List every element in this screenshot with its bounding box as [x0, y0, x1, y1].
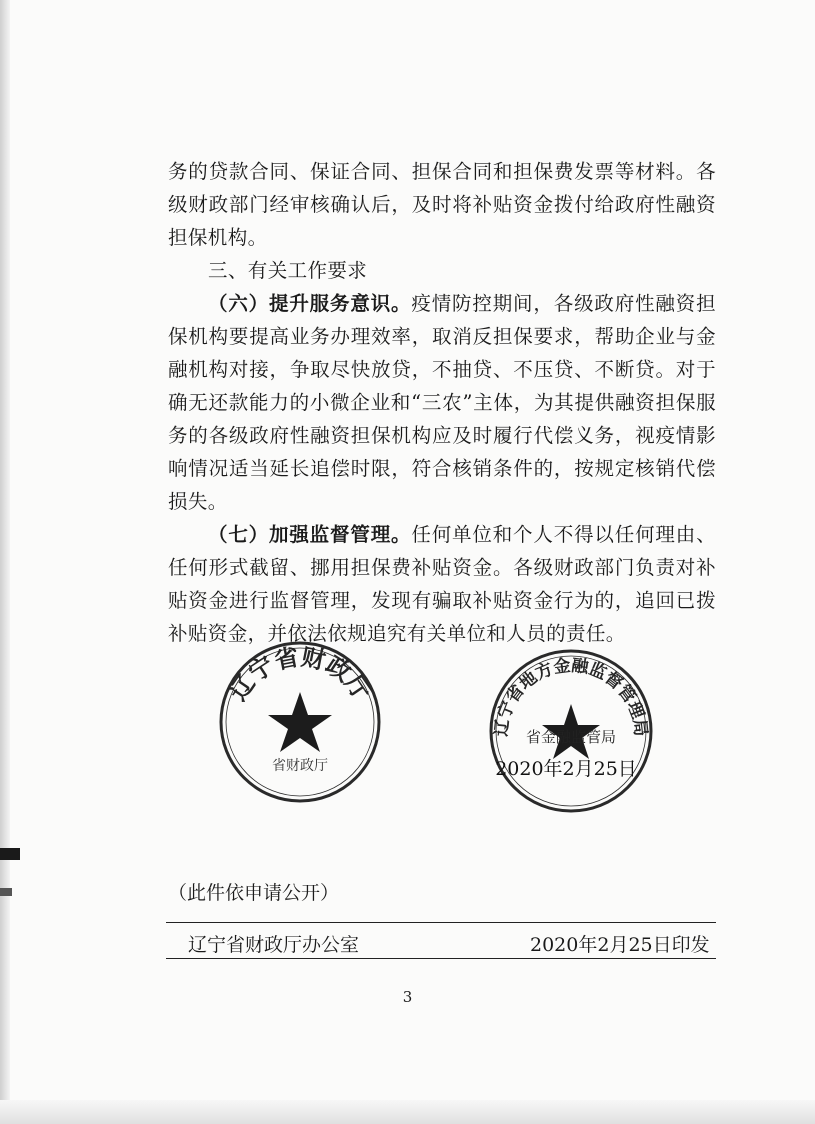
scan-edge-bottom [0, 1100, 815, 1124]
body-text [168, 155, 716, 650]
public-release-note: （此件依申请公开） [168, 882, 340, 904]
paragraph-continuation: 务的贷款合同、保证合同、担保合同和担保费发票等材料。各级财政部门经审核确认后，及时将补贴资金拨付给政府性融资担保机构。 [168, 160, 716, 249]
paragraph-body: 任何单位和个人不得以任何理由、任何形式截留、挪用担保费补贴资金。各级财政部门负责对补贴资金进行监督管理，发现有骗取补贴资金行为的，追回已拨补贴资金，并依法依规追究有关单位和人员的责任。 [168, 523, 716, 645]
paragraph-supervision [168, 518, 716, 650]
seal-center-text: 省财政厅 [272, 758, 328, 774]
paragraph-heading: （六）提升服务意识。 [208, 292, 412, 315]
issue-date: 2020年2月25日印发 [530, 934, 710, 956]
seal-ring-text: 辽宁省地方金融监督管理局 [491, 655, 651, 738]
scan-mark [0, 888, 12, 896]
scan-mark [0, 848, 20, 860]
scan-edge-left [0, 0, 10, 1124]
seal-ring-text: 辽宁省财政厅 [223, 641, 377, 706]
divider-top [166, 922, 716, 923]
signature-date: 2020年2月25日 [495, 758, 637, 780]
section-title: 三、有关工作要求 [208, 259, 368, 282]
page-number: 3 [402, 988, 413, 1006]
issuer-office: 辽宁省财政厅办公室 [188, 934, 360, 956]
seal-star-icon [268, 692, 332, 752]
paragraph-heading: （七）加强监督管理。 [208, 523, 412, 546]
divider-bottom [166, 958, 716, 959]
seal-center-text: 省金融监管局 [525, 728, 617, 746]
paragraph-body: 疫情防控期间，各级政府性融资担保机构要提高业务办理效率，取消反担保要求，帮助企业与金融机构对接，争取尽快放贷，不抽贷、不压贷、不断贷。对于确无还款能力的小微企业和“三农”主体，为其提供融资担保服务的各级政府性融资担保机构应及时履行代偿义务，视疫情影响情况适当延长追偿时限，符合核销条件的，按规定核销代偿损失。 [168, 292, 716, 513]
seal-financial-regulatory-bureau [488, 648, 654, 814]
paragraph-service [168, 287, 716, 518]
seal-finance-department [218, 640, 382, 804]
